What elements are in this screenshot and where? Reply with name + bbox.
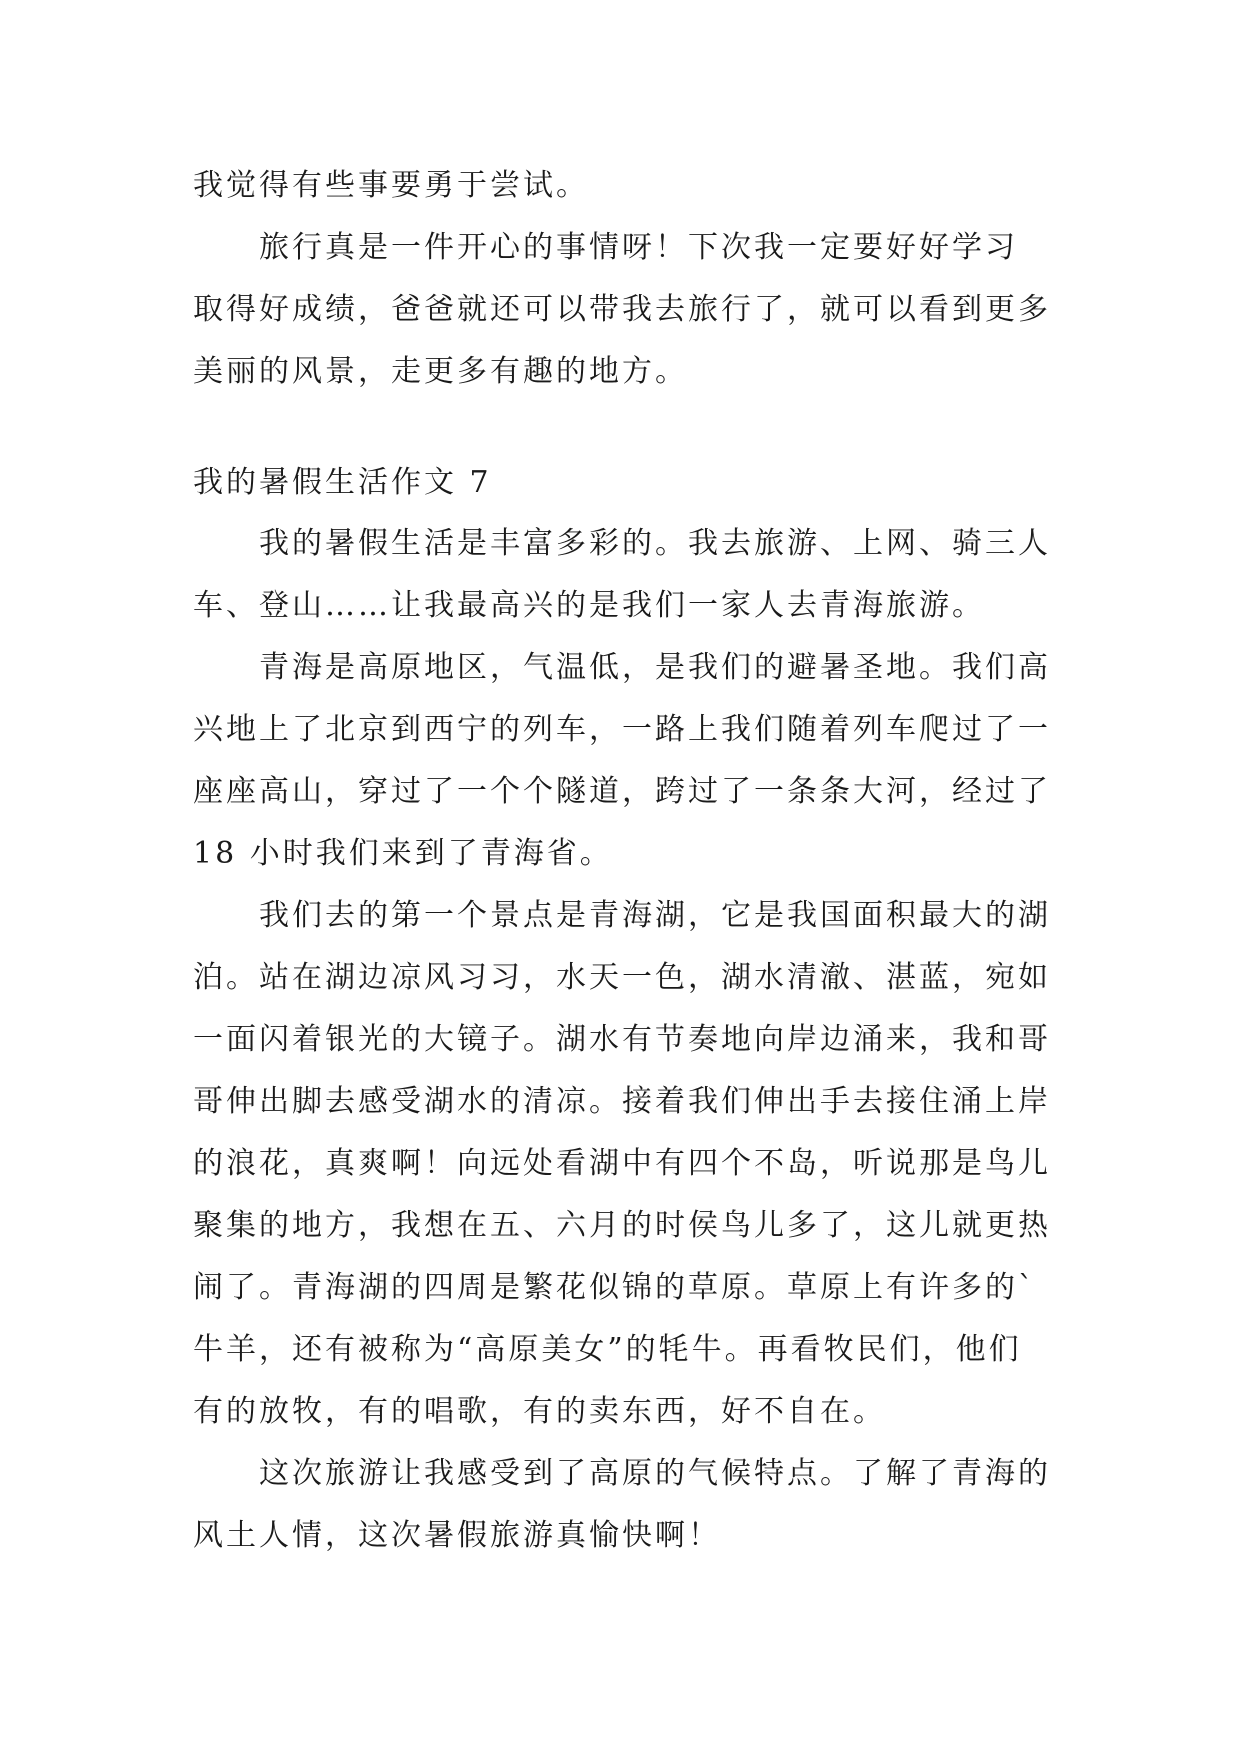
text-line: 的浪花，真爽啊！向远处看湖中有四个不岛，听说那是鸟儿 bbox=[193, 1146, 1051, 1181]
text-line: 有的放牧，有的唱歌，有的卖东西，好不自在。 bbox=[193, 1394, 886, 1429]
text-line: 哥伸出脚去感受湖水的清凉。接着我们伸出手去接住涌上岸 bbox=[193, 1084, 1051, 1119]
text-line: 我的暑假生活是丰富多彩的。我去旅游、上网、骑三人 bbox=[259, 526, 1051, 561]
text-line: 青海是高原地区，气温低，是我们的避暑圣地。我们高 bbox=[259, 650, 1051, 685]
text-line: 18 小时我们来到了青海省。 bbox=[193, 836, 613, 871]
text-line: 这次旅游让我感受到了高原的气候特点。了解了青海的 bbox=[259, 1456, 1051, 1491]
text-line: 兴地上了北京到西宁的列车，一路上我们随着列车爬过了一 bbox=[193, 712, 1051, 747]
text-line: 旅行真是一件开心的事情呀！下次我一定要好好学习 bbox=[259, 230, 1018, 265]
text-line: 风土人情，这次暑假旅游真愉快啊！ bbox=[193, 1518, 721, 1553]
text-line: 闹了。青海湖的四周是繁花似锦的草原。草原上有许多的` bbox=[193, 1270, 1036, 1305]
text-line: 座座高山，穿过了一个个隧道，跨过了一条条大河，经过了 bbox=[193, 774, 1051, 809]
text-line: 牛羊，还有被称为“高原美女”的牦牛。再看牧民们，他们 bbox=[193, 1332, 1022, 1367]
text-line: 聚集的地方，我想在五、六月的时侯鸟儿多了，这儿就更热 bbox=[193, 1208, 1051, 1243]
text-line: 一面闪着银光的大镜子。湖水有节奏地向岸边涌来，我和哥 bbox=[193, 1022, 1051, 1057]
text-line: 我们去的第一个景点是青海湖，它是我国面积最大的湖 bbox=[259, 898, 1051, 933]
section-heading: 我的暑假生活作文 7 bbox=[193, 465, 492, 500]
text-line: 我觉得有些事要勇于尝试。 bbox=[193, 168, 589, 203]
text-line: 车、登山……让我最高兴的是我们一家人去青海旅游。 bbox=[193, 588, 985, 623]
text-line: 泊。站在湖边凉风习习，水天一色，湖水清澈、湛蓝，宛如 bbox=[193, 960, 1051, 995]
text-line: 美丽的风景，走更多有趣的地方。 bbox=[193, 354, 688, 389]
text-line: 取得好成绩，爸爸就还可以带我去旅行了，就可以看到更多 bbox=[193, 292, 1051, 327]
